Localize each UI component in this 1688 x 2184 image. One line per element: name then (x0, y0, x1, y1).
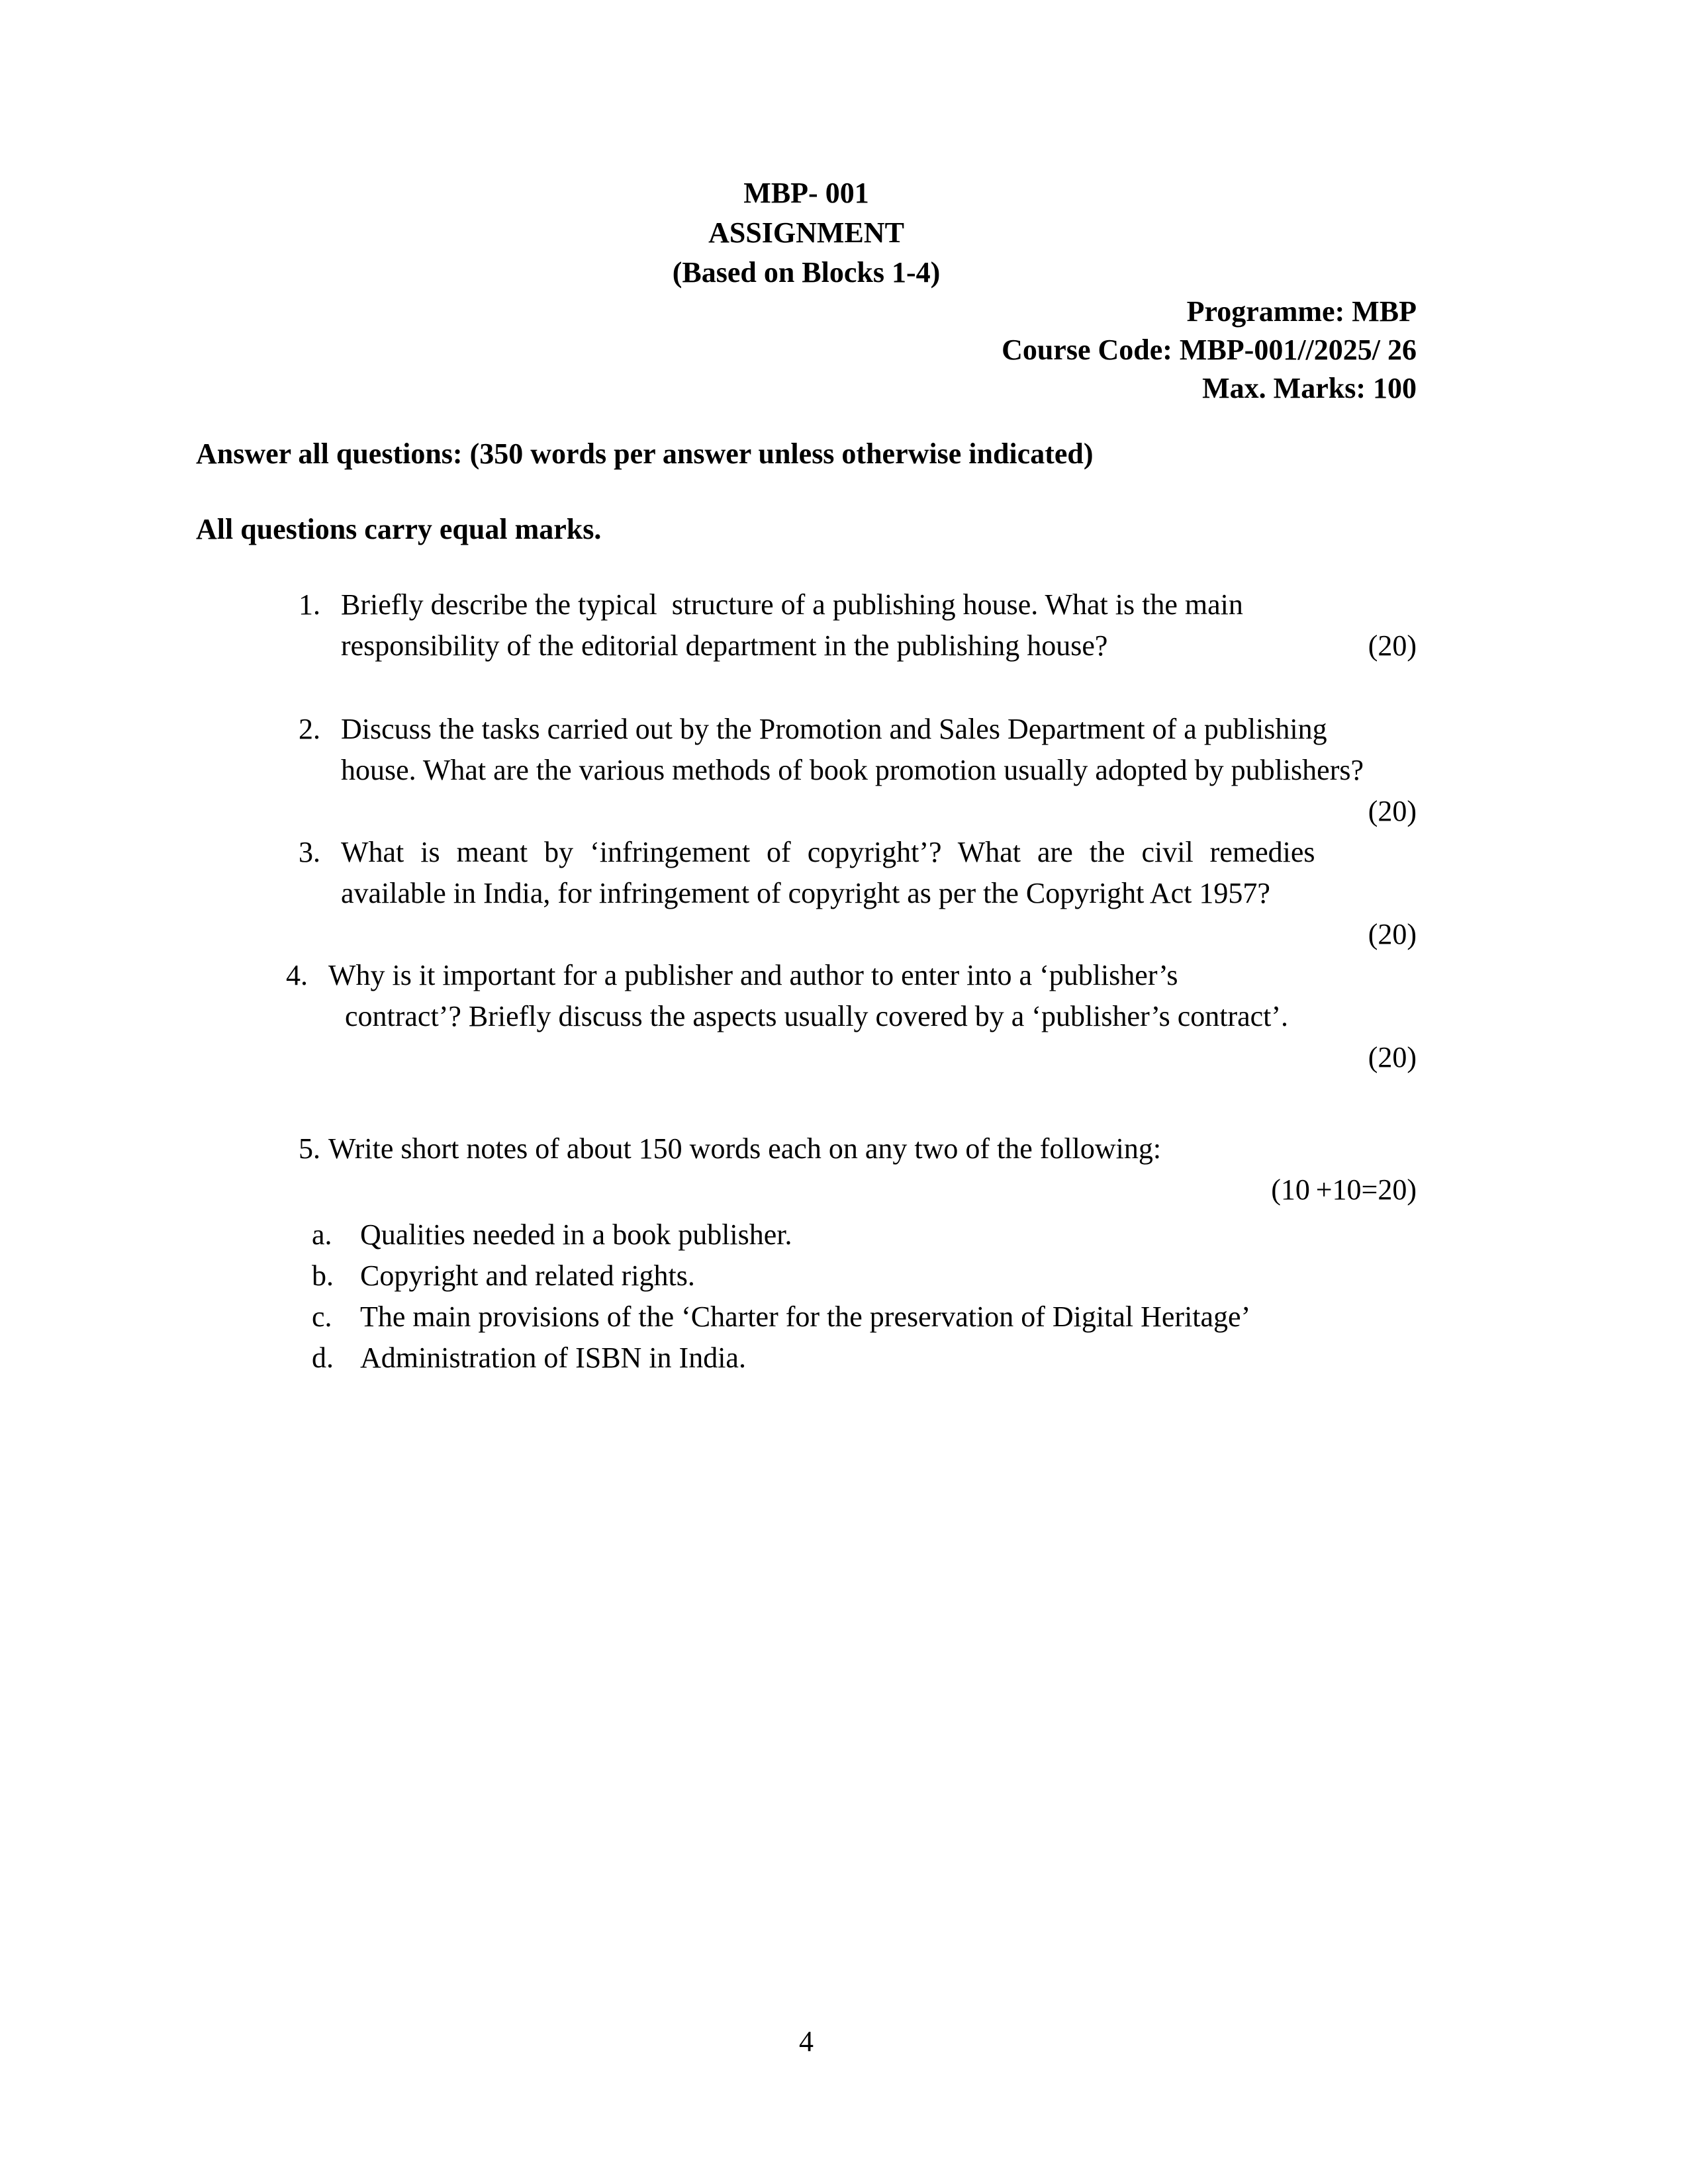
page-number: 4 (799, 2025, 814, 2058)
option-b (312, 1255, 1417, 1297)
question-1-marks: (20) (1368, 629, 1417, 662)
option-a-text: Qualities needed in a book publisher. (360, 1218, 792, 1251)
document-subtitle: (Based on Blocks 1-4) (672, 256, 941, 289)
question-4-text-1: Why is it important for a publisher and author to enter into a ‘publisher’s (328, 959, 1178, 991)
question-5-number: 5. (299, 1132, 320, 1165)
question-5-text: Write short notes of about 150 words each on any two of the following: (328, 1132, 1162, 1165)
option-d (312, 1338, 1417, 1379)
question-3-line-1 (299, 832, 1417, 873)
question-1-line-1 (299, 584, 1417, 625)
question-1-text-2: responsibility of the editorial department in the publishing house? (341, 629, 1108, 662)
course-info-block (196, 293, 1417, 408)
option-c-letter: c. (312, 1300, 332, 1333)
question-2 (299, 709, 1417, 832)
question-1-number: 1. (299, 588, 320, 621)
option-d-text: Administration of ISBN in India. (360, 1342, 746, 1374)
question-3-line-2: available in India, for infringement of copyright as per the Copyright Act 1957? (341, 877, 1270, 909)
course-code-line: Course Code: MBP-001//2025/ 26 (1002, 334, 1417, 366)
instruction-answer-all: Answer all questions: (350 words per answer unless otherwise indicated) (196, 437, 1094, 470)
question-3-marks: (20) (1368, 918, 1417, 950)
question-5-marks: (10 +10=20) (1271, 1173, 1417, 1206)
question-4-line-2: contract’? Briefly discuss the aspects usually covered by a ‘publisher’s contract’. (345, 1000, 1289, 1032)
question-3-number: 3. (299, 836, 320, 868)
question-4-marks: (20) (1368, 1041, 1417, 1073)
instruction-equal-marks: All questions carry equal marks. (196, 513, 602, 545)
question-4-number: 4. (286, 959, 308, 991)
option-a-letter: a. (312, 1218, 332, 1251)
question-1-line-2 (341, 625, 1417, 666)
question-1-text-1: Briefly describe the typical structure of a publishing house. What is the main (341, 588, 1243, 621)
option-b-text: Copyright and related rights. (360, 1259, 695, 1292)
question-5-line-1 (299, 1128, 1417, 1169)
programme-line: Programme: MBP (1186, 295, 1417, 328)
option-c (312, 1297, 1417, 1338)
question-3-text-1: What is meant by ‘infringement of copyright’? What are the civil remedies (341, 836, 1315, 868)
question-1 (299, 584, 1417, 666)
course-number-heading: MBP- 001 (743, 177, 869, 209)
document-title: ASSIGNMENT (708, 216, 904, 249)
question-2-text-1: Discuss the tasks carried out by the Promotion and Sales Department of a publishing (341, 713, 1327, 745)
question-2-line-1 (299, 709, 1417, 750)
question-3 (299, 832, 1417, 955)
max-marks-line: Max. Marks: 100 (1202, 372, 1417, 404)
option-b-letter: b. (312, 1259, 334, 1292)
question-5-options (312, 1214, 1417, 1379)
question-2-number: 2. (299, 713, 320, 745)
option-d-letter: d. (312, 1342, 334, 1374)
option-a (312, 1214, 1417, 1255)
document-header (196, 173, 1417, 293)
question-4-line-1 (286, 955, 1417, 996)
option-c-text: The main provisions of the ‘Charter for the preservation of Digital Heritage’ (360, 1300, 1251, 1333)
question-4 (286, 955, 1417, 1078)
question-5 (299, 1128, 1417, 1210)
question-2-line-2: house. What are the various methods of book promotion usually adopted by publishers? (341, 754, 1364, 786)
question-2-marks: (20) (1368, 795, 1417, 827)
